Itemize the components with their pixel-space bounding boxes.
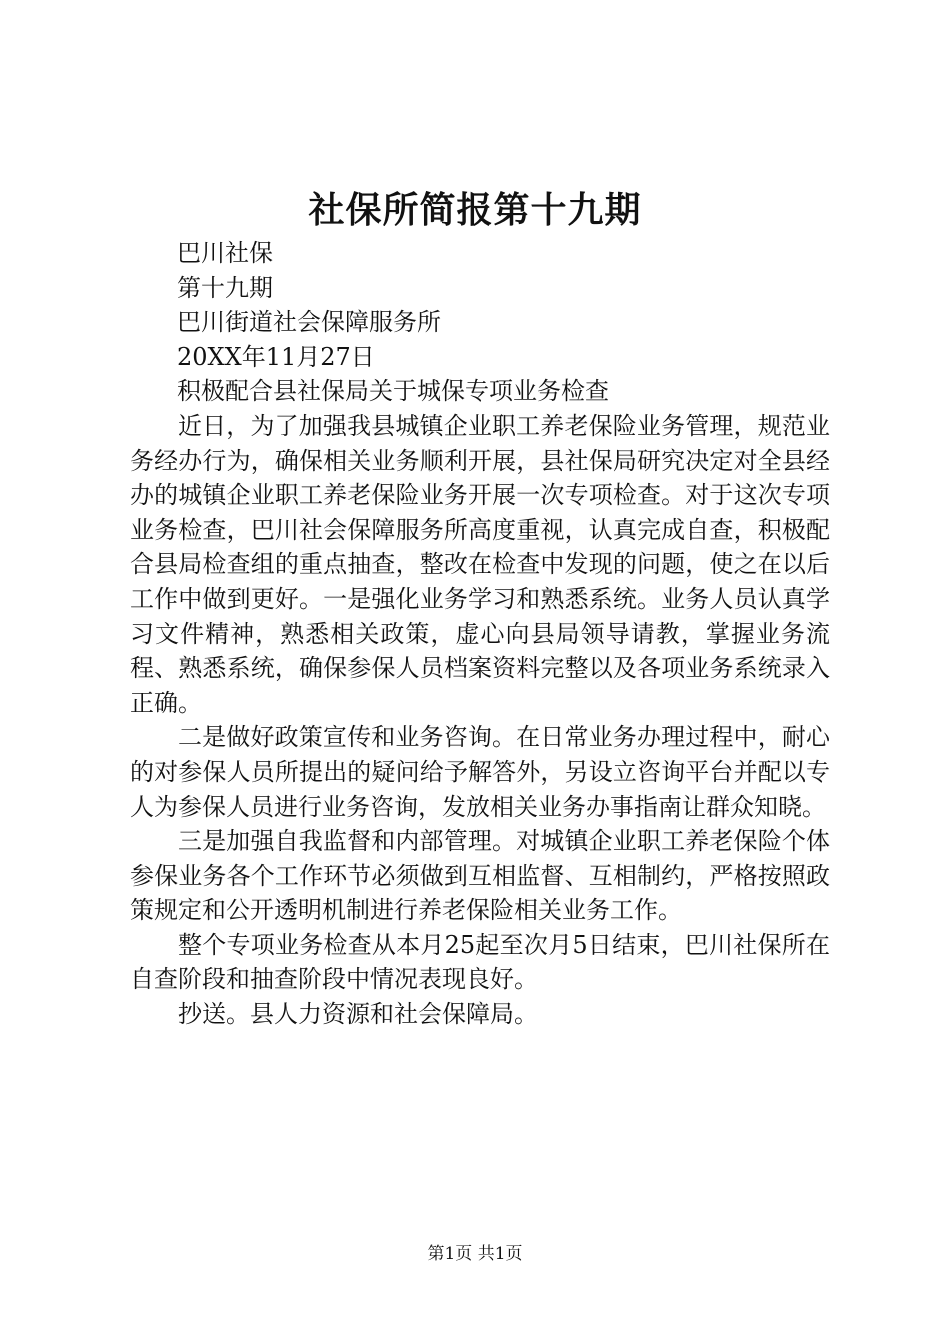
issue-number-line: 第十九期: [177, 273, 273, 302]
document-body: [130, 236, 830, 1032]
paragraph-internal-management: 三是加强自我监督和内部管理。对城镇企业职工养老保险个体参保业务各个工作环节必须做到互相监督、互相制约，严格按照政策规定和公开透明机制进行养老保险相关业务工作。: [130, 827, 830, 925]
paragraph-inspection-overview: 近日，为了加强我县城镇企业职工养老保险业务管理，规范业务经办行为，确保相关业务顺利开展，县社保局研究决定对全县经办的城镇企业职工养老保险业务开展一次专项检查。对于这次专项业务检查，巴川社会保障服务所高度重视，认真完成自查，积极配合县局检查组的重点抽查，整改在检查中发现的问题，使之在以后工作中做到更好。一是强化业务学习和熟悉系统。业务人员认真学习文件精神，熟悉相关政策，虚心向县局领导请教，掌握业务流程、熟悉系统，确保参保人员档案资料完整以及各项业务系统录入正确。: [130, 411, 830, 717]
page-footer: 第1页 共1页: [427, 1244, 523, 1264]
paragraph-copy-to: 抄送。县人力资源和社会保障局。: [178, 1000, 538, 1029]
publisher-line: 巴川社保: [177, 239, 273, 267]
paragraph-policy-publicity: 二是做好政策宣传和业务咨询。在日常业务办理过程中，耐心的对参保人员所提出的疑问给予解答外，另设立咨询平台并配以专人为参保人员进行业务咨询，发放相关业务办事指南让群众知晓。: [130, 723, 830, 821]
paragraph-inspection-result: 整个专项业务检查从本月25起至次月5日结束，巴川社保所在自查阶段和抽查阶段中情况表现良好。: [130, 930, 830, 994]
office-line: 巴川街道社会保障服务所: [177, 308, 441, 337]
headline-line: 积极配合县社保局关于城保专项业务检查: [177, 377, 609, 406]
document-title: 社保所简报第十九期: [308, 189, 642, 231]
date-line: 20XX年11月27日: [177, 342, 375, 371]
